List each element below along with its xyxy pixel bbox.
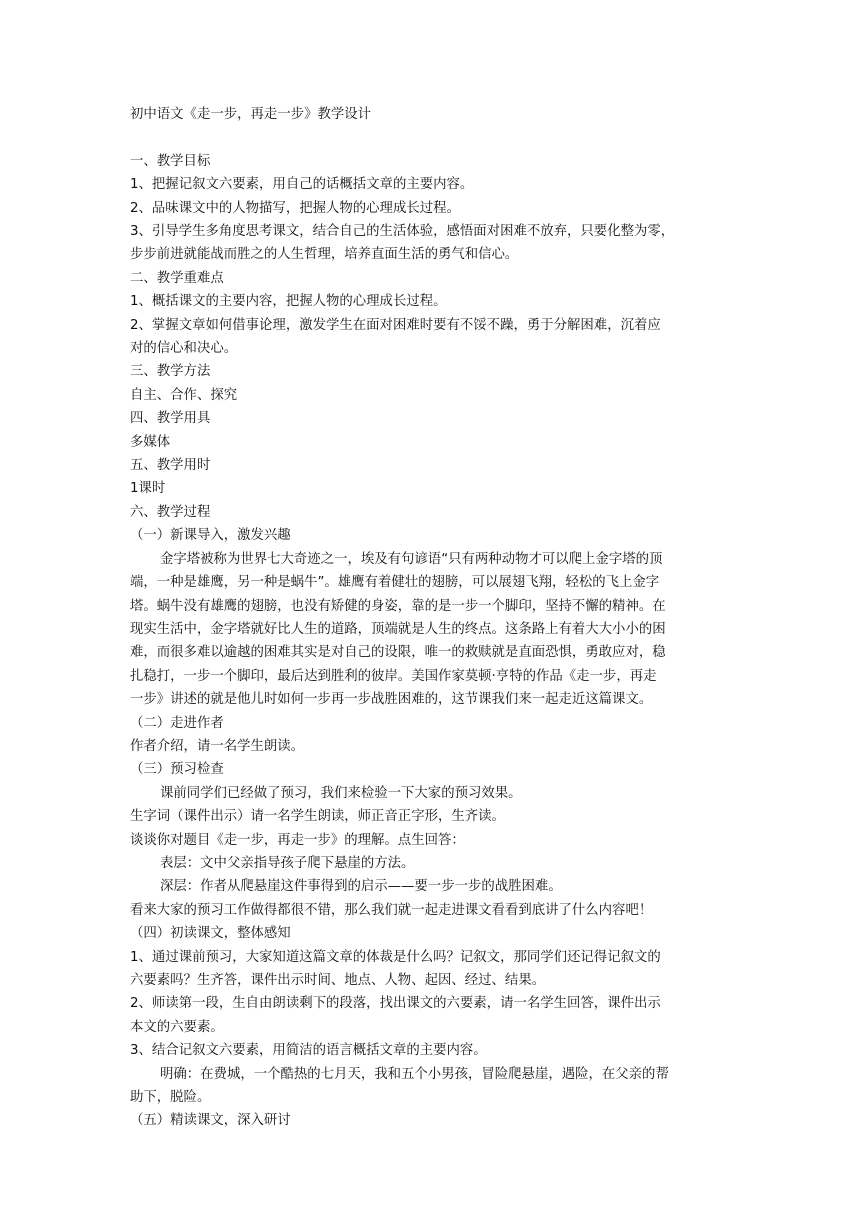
introduction-paragraph-line-2: 端，一种是雄鹰，另一种是蜗牛”。雄鹰有着健壮的翅膀，可以展翅飞翔，轻松的飞上金字 [130,575,660,591]
introduction-paragraph-line-4: 现实生活中，金字塔就好比人生的道路，顶端就是人生的终点。这条路上有着大大小小的困 [130,621,666,637]
introduction-paragraph-line-1: 金字塔被称为世界七大奇迹之一，埃及有句谚语“只有两种动物才可以爬上金字塔的顶 [160,551,663,567]
key-point-item-2-line-1: 2、掌握文章如何借事论理，激发学生在面对困难时要有不馁不躁，勇于分解困难，沉着应 [130,317,661,333]
preview-check-line-5: 深层：作者从爬悬崖这件事得到的启示——要一步一步的战胜困难。 [160,879,562,895]
objective-item-2: 2、品味课文中的人物描写，把握人物的心理成长过程。 [130,200,460,216]
preview-check-line-2: 生字词（课件出示）请一名学生朗读，师正音正字形，生齐读。 [130,809,505,825]
preview-check-line-6: 看来大家的预习工作做得都很不错，那么我们就一起走进课文看看到底讲了什么内容吧！ [130,902,653,918]
document-page [130,103,730,1133]
introduction-paragraph-line-5: 难，而很多难以逾越的困难其实是对自己的设限，唯一的救赎就是直面恐惧，勇敢应对，稳 [130,645,666,661]
objective-item-3-line-2: 步步前进就能战而胜之的人生哲理，培养直面生活的勇气和信心。 [130,247,519,263]
process-heading-preview-check: （三）预习检查 [130,762,224,778]
document-title: 初中语文《走一步，再走一步》教学设计 [130,107,372,122]
preview-check-line-4: 表层：文中父亲指导孩子爬下悬崖的方法。 [160,855,415,871]
section-heading-tools: 四、教学用具 [130,411,211,427]
first-reading-item-1-line-1: 1、通过课前预习，大家知道这篇文章的体裁是什么吗？记叙文，那同学们还记得记叙文的 [130,949,661,965]
key-point-item-2-line-2: 对的信心和决心。 [130,341,238,357]
first-reading-item-2-line-1: 2、师读第一段，生自由朗读剩下的段落，找出课文的六要素，请一名学生回答，课件出示 [130,996,661,1012]
first-reading-item-1-line-2: 六要素吗？生齐答，课件出示时间、地点、人物、起因、经过、结果。 [130,973,546,989]
introduction-paragraph-line-6: 扎稳打，一步一个脚印，最后达到胜利的彼岸。美国作家莫顿·亨特的作品《走一步，再走 [130,668,657,684]
section-heading-methods: 三、教学方法 [130,364,211,380]
tools-content: 多媒体 [130,434,171,450]
key-point-item-1: 1、概括课文的主要内容，把握人物的心理成长过程。 [130,294,447,310]
section-heading-time: 五、教学用时 [130,458,211,474]
first-reading-answer-line-2: 助下，脱险。 [130,1090,211,1106]
author-content: 作者介绍，请一名学生朗读。 [130,738,305,754]
objective-item-3-line-1: 3、引导学生多角度思考课文，结合自己的生活体验，感悟面对困难不放弃，只要化整为零， [130,224,675,240]
introduction-paragraph-line-7: 一步》讲述的就是他儿时如何一步再一步战胜困难的，这节课我们来一起走近这篇课文。 [130,692,653,708]
first-reading-item-2-line-2: 本文的六要素。 [130,1019,224,1035]
introduction-paragraph-line-3: 塔。蜗牛没有雄鹰的翅膀，也没有矫健的身姿，靠的是一步一个脚印，坚持不懈的精神。在 [130,598,666,614]
objective-item-1: 1、把握记叙文六要素，用自己的话概括文章的主要内容。 [130,177,474,193]
section-heading-process: 六、教学过程 [130,504,211,520]
process-heading-introduction: （一）新课导入，激发兴趣 [130,528,291,544]
first-reading-answer-line-1: 明确：在费城，一个酷热的七月天，我和五个小男孩，冒险爬悬崖，遇险，在父亲的帮 [160,1066,669,1082]
preview-check-line-3: 谈谈你对题目《走一步，再走一步》的理解。点生回答： [130,832,465,848]
process-heading-close-reading: （五）精读课文，深入研讨 [130,1113,291,1129]
process-heading-first-reading: （四）初读课文，整体感知 [130,926,291,942]
first-reading-item-3: 3、结合记叙文六要素，用简洁的语言概括文章的主要内容。 [130,1043,487,1059]
section-heading-key-points: 二、教学重难点 [130,270,224,286]
section-heading-objectives: 一、教学目标 [130,153,211,169]
blank-line [130,126,730,149]
process-heading-author: （二）走进作者 [130,715,224,731]
methods-content: 自主、合作、探究 [130,387,238,403]
preview-check-line-1: 课前同学们已经做了预习，我们来检验一下大家的预习效果。 [160,785,522,801]
time-content: 1课时 [130,481,166,497]
